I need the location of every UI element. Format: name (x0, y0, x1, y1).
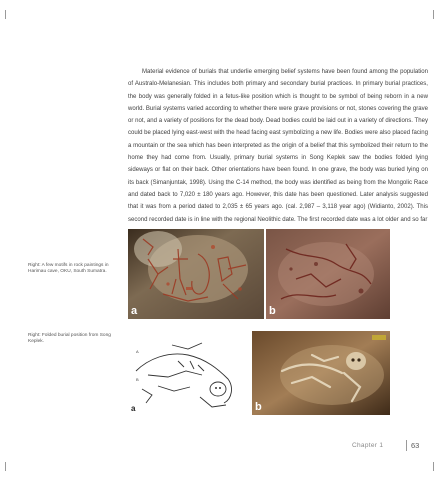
rock-painting-photo-b (266, 229, 390, 319)
burial-caption: Right: Folded burial position from Song Keplek. (28, 333, 111, 345)
svg-text:B: B (136, 377, 139, 382)
rock-painting-caption: Right: A few motifs in rock paintings in Harimau cave, OKU, South Sumatra. (28, 263, 109, 275)
svg-text:A: A (136, 349, 139, 354)
crop-mark (5, 10, 6, 19)
crop-mark (433, 10, 434, 19)
burial-photo-b (252, 331, 390, 415)
crop-mark (5, 462, 6, 471)
crop-mark (433, 462, 434, 471)
body-paragraph: Material evidence of burials that underlie emerging belief systems have been found among the population of Australo-Melanesian. This includes both primary and secondary burial practices. In primary burial practices, the body was generally folded in a fetus-like position which is thought to be symbol of being reborn in a new world. Burial systems varied according to whether there were grave provisions or not, stones covering the grave or not, and a variety of positions for the dead body. Dead bodies could be laid out in a variety of directions. They could be placed lying east-west with the head facing east symbolizing a new life. Bodies were also placed facing a mountain or the sea which has been interpreted as the origin of a belief that this symbolized their return to the home they had come from. Usually, primary burial systems in Song Keplek saw the bodies folded lying sideways or flat on their back. Other orientations have been found. In one grave, the body was buried lying on its back (Simanjuntak, 1998). Using the C-14 method, the body was identified as being from the Mongolic Race and dated back to 7,020 ± 180 years ago. However, this date has been questioned. Later analysis suggested that it was from a period dated to 2,035 ± 65 years ago. (cal. 2,987 – 3,118 year ago) (Widianto, 2002). This second recorded date is in line with the regional Neolithic date. The first recorded date was a lot older and so far (128, 69, 428, 223)
page-number: 63 (411, 441, 420, 450)
figure-label: a (131, 305, 138, 317)
figure-label: b (269, 305, 276, 317)
footer-divider (406, 440, 407, 451)
figure-label: b (255, 401, 262, 413)
figure-label: a (131, 404, 136, 413)
burial-drawing-a (128, 331, 250, 415)
chapter-label: Chapter 1 (352, 442, 384, 449)
rock-painting-photo-a (128, 229, 264, 319)
body-text (128, 66, 428, 226)
